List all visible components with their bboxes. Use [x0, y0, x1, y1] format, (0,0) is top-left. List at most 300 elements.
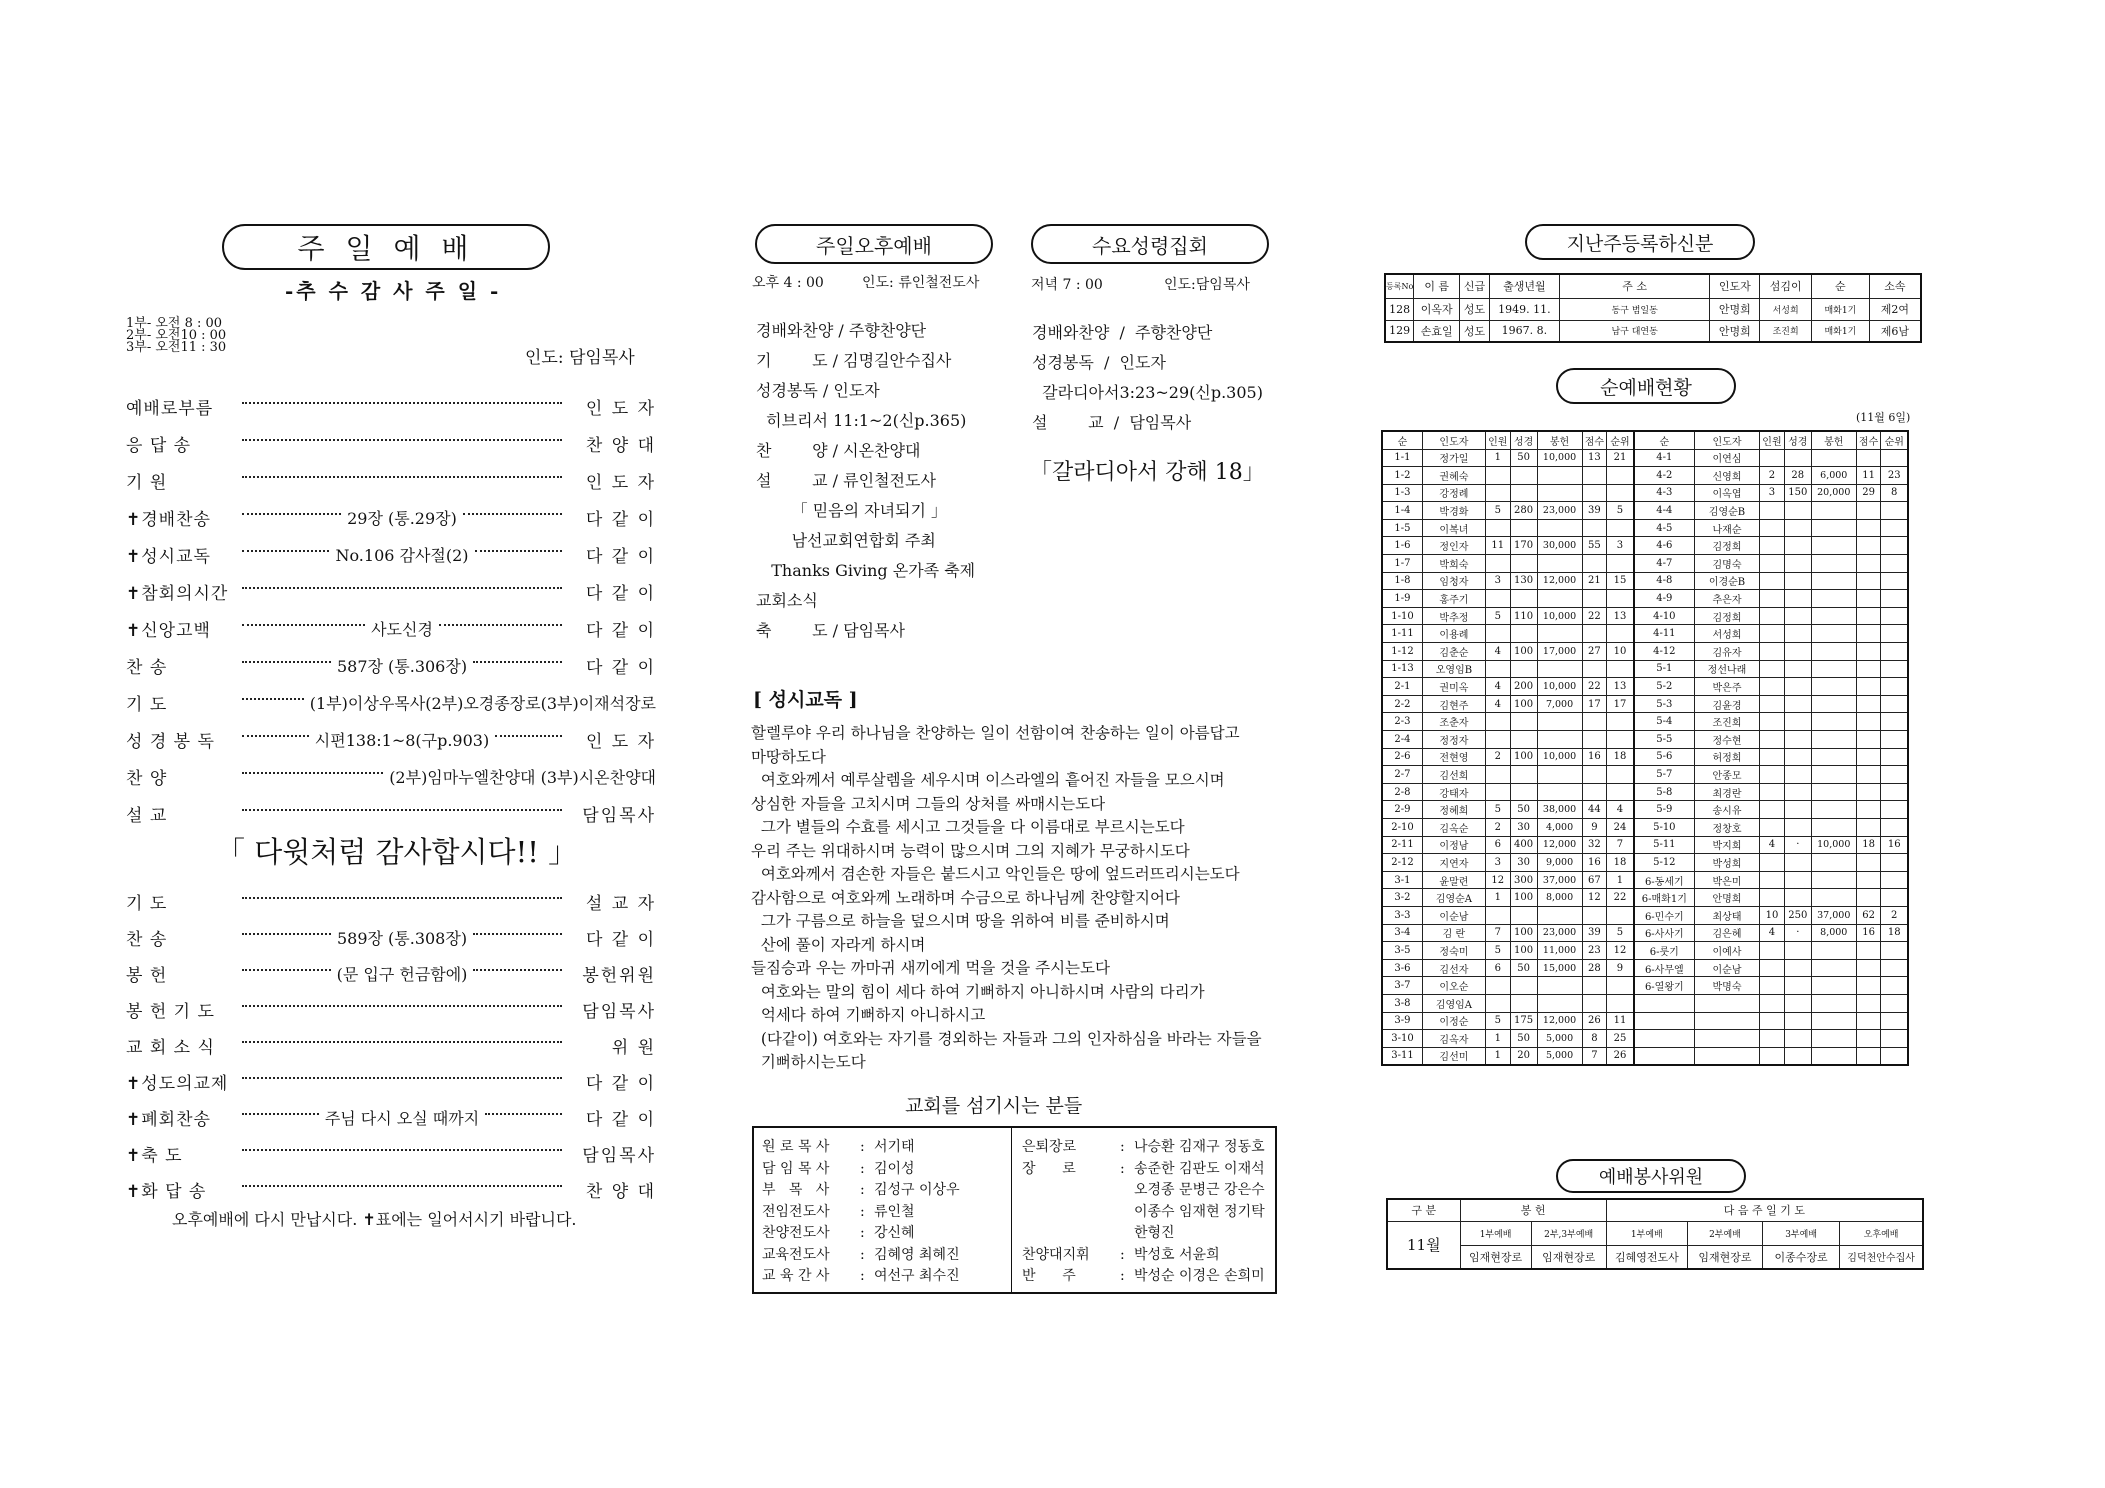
attendance-cell: 67 [1582, 871, 1607, 889]
attendance-cell: 1-8 [1382, 572, 1422, 590]
staff-row [1022, 1222, 1175, 1242]
attendance-cell [1760, 959, 1785, 977]
attendance-cell [1582, 766, 1607, 784]
newcomer-cell: 서성희 [1760, 298, 1812, 320]
attendance-cell [1784, 555, 1811, 573]
attendance-cell: 10,000 [1537, 449, 1582, 467]
program-line: 감사함으로 여호와께 노래하며 수금으로 하나님께 찬양할지어다 [751, 888, 1180, 907]
staff-role: 은퇴장로 [1022, 1139, 1077, 1155]
attendance-cell: 5 [1485, 942, 1510, 960]
staff-row [1022, 1136, 1265, 1156]
staff-row [1022, 1158, 1265, 1178]
attendance-row [1382, 889, 1908, 907]
attendance-cell [1881, 643, 1908, 661]
newcomer-cell: 손효일 [1414, 320, 1460, 342]
attendance-cell: 280 [1510, 502, 1537, 520]
leader-dots [242, 476, 562, 478]
attendance-cell [1607, 906, 1634, 924]
attendance-cell [1510, 590, 1537, 608]
leader-dots [242, 897, 562, 899]
newcomer-table [1384, 273, 1922, 343]
attendance-header: 인원 [1760, 431, 1785, 449]
attendance-cell [1607, 555, 1634, 573]
attendance-row [1382, 959, 1908, 977]
attendance-cell: 5-7 [1634, 766, 1695, 784]
attendance-cell [1510, 660, 1537, 678]
attendance-cell [1856, 449, 1881, 467]
attendance-cell: 4-2 [1634, 467, 1695, 485]
attendance-title: 순예배현황 [1600, 376, 1692, 399]
program-line: 경배와찬양 / 주향찬양단 [1032, 323, 1213, 342]
order-row [126, 394, 656, 419]
attendance-cell [1510, 977, 1537, 995]
attendance-cell: 3-10 [1382, 1030, 1422, 1048]
attendance-cell: 39 [1582, 502, 1607, 520]
leader-dots [242, 1113, 319, 1115]
attendance-cell [1811, 1030, 1856, 1048]
attendance-header: 순위 [1881, 431, 1908, 449]
attendance-cell: 4 [1485, 695, 1510, 713]
attendance-cell [1607, 590, 1634, 608]
attendance-cell [1881, 871, 1908, 889]
attendance-row [1382, 731, 1908, 749]
attendance-cell [1881, 572, 1908, 590]
newcomer-cell: 안명희 [1710, 298, 1760, 320]
attendance-cell [1760, 660, 1785, 678]
leader-dots [242, 587, 562, 589]
attendance-cell: 지연자 [1422, 854, 1485, 872]
attendance-cell [1537, 555, 1582, 573]
leader-dots [242, 513, 341, 515]
footer-note: 오후예배에 다시 만납시다. ✝표에는 일어서시기 바랍니다. [172, 1210, 577, 1229]
leader-dots [475, 550, 562, 552]
attendance-cell [1811, 660, 1856, 678]
attendance-cell [1634, 994, 1695, 1012]
attendance-cell: 1-12 [1382, 643, 1422, 661]
attendance-cell [1784, 818, 1811, 836]
vol-header: 다 음 주 일 기 도 [1606, 1199, 1923, 1221]
attendance-cell: 18 [1856, 836, 1881, 854]
staff-row [762, 1158, 915, 1178]
attendance-cell: 5 [1485, 801, 1510, 819]
leader-dots [242, 624, 365, 626]
attendance-cell [1582, 977, 1607, 995]
newcomer-header: 출생년월 [1490, 274, 1560, 298]
attendance-cell [1510, 731, 1537, 749]
attendance-cell [1607, 977, 1634, 995]
attendance-cell: 400 [1510, 836, 1537, 854]
worship-title: 주 일 예 배 [297, 232, 475, 265]
attendance-cell [1784, 748, 1811, 766]
staff-row [762, 1265, 960, 1285]
attendance-cell: 4,000 [1537, 818, 1582, 836]
attendance-cell [1760, 854, 1785, 872]
attendance-cell [1537, 713, 1582, 731]
newcomer-title: 지난주등록하신분 [1566, 232, 1714, 255]
attendance-cell [1856, 555, 1881, 573]
attendance-row [1382, 502, 1908, 520]
order-label: ✝참회의시간 [126, 584, 229, 604]
attendance-cell: 10 [1607, 643, 1634, 661]
attendance-cell: 오영임B [1422, 660, 1485, 678]
order-person: 인 도 자 [585, 473, 656, 493]
attendance-cell [1582, 906, 1607, 924]
attendance-cell [1485, 713, 1510, 731]
attendance-cell: 30,000 [1537, 537, 1582, 555]
order-label: ✝성도의교제 [126, 1074, 229, 1094]
program-line: 들짐승과 우는 까마귀 새끼에게 먹을 것을 주시는도다 [751, 959, 1110, 977]
staff-row [762, 1179, 960, 1199]
attendance-cell: 37,000 [1811, 906, 1856, 924]
attendance-cell: 1-2 [1382, 467, 1422, 485]
attendance-cell: 5-11 [1634, 836, 1695, 854]
attendance-row [1382, 678, 1908, 696]
attendance-cell: 김선희 [1422, 766, 1485, 784]
attendance-cell: 20,000 [1811, 484, 1856, 502]
attendance-cell [1485, 590, 1510, 608]
attendance-cell: 3-7 [1382, 977, 1422, 995]
attendance-cell: 100 [1510, 924, 1537, 942]
vol-cell: 임재현장로 [1460, 1245, 1531, 1269]
staff-role: 담 임 목 사 [762, 1160, 830, 1177]
attendance-cell: 2-10 [1382, 818, 1422, 836]
attendance-cell: 김정희 [1694, 537, 1759, 555]
attendance-row [1382, 818, 1908, 836]
attendance-cell [1760, 766, 1785, 784]
vol-subheader: 2부예배 [1687, 1221, 1762, 1245]
attendance-cell: 5 [1607, 924, 1634, 942]
wednesday-leader: 인도:담임목사 [1164, 277, 1250, 293]
order-label: 찬 송 [126, 658, 168, 678]
attendance-cell: 5-3 [1634, 695, 1695, 713]
attendance-cell: 23,000 [1537, 924, 1582, 942]
attendance-cell: 3-3 [1382, 906, 1422, 924]
order-person: 다 같 이 [585, 658, 657, 678]
attendance-cell [1881, 502, 1908, 520]
order-row [126, 542, 656, 567]
attendance-cell: 김 란 [1422, 924, 1485, 942]
staff-colon: : [1120, 1160, 1125, 1177]
attendance-cell: 정가일 [1422, 449, 1485, 467]
leader-dots [463, 513, 562, 515]
attendance-cell [1856, 1047, 1881, 1065]
newcomer-title-box [1525, 224, 1755, 260]
attendance-cell: 정혜희 [1422, 801, 1485, 819]
attendance-cell [1510, 783, 1537, 801]
attendance-cell: 5-6 [1634, 748, 1695, 766]
afternoon-leader: 인도: 류인철전도사 [862, 275, 980, 291]
attendance-header: 인도자 [1422, 431, 1485, 449]
attendance-cell [1881, 695, 1908, 713]
attendance-cell: 175 [1510, 1012, 1537, 1030]
attendance-cell: 20 [1510, 1047, 1537, 1065]
attendance-cell: 13 [1607, 678, 1634, 696]
attendance-cell [1582, 467, 1607, 485]
attendance-cell [1537, 467, 1582, 485]
attendance-cell [1784, 959, 1811, 977]
attendance-cell [1760, 1030, 1785, 1048]
attendance-cell: 2 [1760, 467, 1785, 485]
staff-row [762, 1244, 960, 1264]
attendance-cell: 4 [1485, 678, 1510, 696]
attendance-cell: 15,000 [1537, 959, 1582, 977]
attendance-cell [1537, 783, 1582, 801]
attendance-cell: 16 [1856, 924, 1881, 942]
attendance-cell: 4-7 [1634, 555, 1695, 573]
attendance-cell: · [1784, 924, 1811, 942]
attendance-cell [1811, 854, 1856, 872]
attendance-cell: 4 [1485, 643, 1510, 661]
attendance-cell [1485, 977, 1510, 995]
attendance-row [1382, 695, 1908, 713]
attendance-cell [1856, 959, 1881, 977]
attendance-cell [1784, 537, 1811, 555]
attendance-cell: 1-4 [1382, 502, 1422, 520]
attendance-cell [1856, 889, 1881, 907]
leader-dots [473, 969, 562, 971]
attendance-cell: 김영순A [1422, 889, 1485, 907]
order-person: 인 도 자 [585, 732, 657, 752]
order-label: 찬 송 [126, 930, 168, 950]
attendance-row [1382, 519, 1908, 537]
order-row [126, 616, 656, 641]
attendance-cell [1784, 1030, 1811, 1048]
newcomer-cell: 제6남 [1869, 320, 1921, 342]
attendance-cell: 50 [1510, 449, 1537, 467]
attendance-cell [1607, 994, 1634, 1012]
attendance-cell: 정선나래 [1694, 660, 1759, 678]
attendance-cell [1856, 783, 1881, 801]
order-label: 기 도 [126, 695, 168, 715]
attendance-cell: 강태자 [1422, 783, 1485, 801]
program-line: 우리 주는 위대하시며 능력이 많으시며 그의 지혜가 무궁하시도다 [751, 841, 1190, 860]
attendance-cell: 7 [1607, 836, 1634, 854]
newcomer-cell: 매화1기 [1812, 298, 1870, 320]
attendance-cell: 김선미 [1422, 1047, 1485, 1065]
leader-dots [242, 969, 331, 971]
attendance-cell: 김영순B [1694, 502, 1759, 520]
attendance-cell: 11,000 [1537, 942, 1582, 960]
vol-header: 봉 헌 [1460, 1199, 1606, 1221]
attendance-cell [1510, 713, 1537, 731]
attendance-cell [1784, 994, 1811, 1012]
attendance-cell: 조진희 [1694, 713, 1759, 731]
attendance-cell [1485, 484, 1510, 502]
attendance-cell [1760, 1047, 1785, 1065]
attendance-cell: 2-1 [1382, 678, 1422, 696]
program-line: 설 교 / 류인철전도사 [756, 471, 936, 490]
newcomer-header: 신급 [1460, 274, 1490, 298]
attendance-row [1382, 783, 1908, 801]
attendance-cell [1784, 660, 1811, 678]
attendance-cell: 1-9 [1382, 590, 1422, 608]
program-line: 기 도 / 김명길안수집사 [756, 351, 952, 370]
attendance-cell: 100 [1510, 643, 1537, 661]
vol-cell: 임재현장로 [1531, 1245, 1606, 1269]
attendance-cell: 4-1 [1634, 449, 1695, 467]
attendance-cell: 2 [1485, 818, 1510, 836]
attendance-cell: 박성희 [1694, 854, 1759, 872]
program-line: 찬 양 / 시온찬양대 [756, 441, 921, 460]
staff-role: 반 주 [1022, 1268, 1076, 1284]
attendance-row [1382, 942, 1908, 960]
leader-dots [242, 550, 329, 552]
attendance-cell: 김유자 [1694, 643, 1759, 661]
attendance-cell: 이예사 [1694, 942, 1759, 960]
attendance-cell [1485, 994, 1510, 1012]
attendance-cell: 50 [1510, 801, 1537, 819]
attendance-cell: 추은자 [1694, 590, 1759, 608]
attendance-cell [1856, 871, 1881, 889]
attendance-cell: 5 [1485, 502, 1510, 520]
order-person: 다 같 이 [585, 1074, 656, 1094]
attendance-cell: 30 [1510, 818, 1537, 836]
attendance-cell: 6-민수기 [1634, 906, 1695, 924]
program-line: 설 교 / 담임목사 [1032, 413, 1192, 432]
attendance-cell [1760, 502, 1785, 520]
attendance-cell: 3-2 [1382, 889, 1422, 907]
attendance-cell: 3 [1485, 854, 1510, 872]
leader-dots [242, 439, 562, 441]
attendance-row [1382, 906, 1908, 924]
worship-title-box [222, 224, 550, 270]
attendance-cell [1856, 695, 1881, 713]
attendance-cell: 10 [1760, 906, 1785, 924]
attendance-cell: 김정희 [1694, 607, 1759, 625]
attendance-cell: 1 [1485, 889, 1510, 907]
attendance-cell: 23 [1582, 942, 1607, 960]
attendance-cell: 16 [1881, 836, 1908, 854]
program-line: 성경봉독 / 인도자 [1032, 353, 1166, 372]
attendance-cell [1510, 906, 1537, 924]
leader-dots [473, 933, 562, 935]
order-person: 다 같 이 [585, 1110, 656, 1130]
attendance-row [1382, 1047, 1908, 1065]
order-detail: 587장 (통.306장) [336, 657, 468, 676]
attendance-cell [1881, 1047, 1908, 1065]
attendance-cell: 5-5 [1634, 731, 1695, 749]
attendance-cell: 38,000 [1537, 801, 1582, 819]
attendance-cell: 9 [1607, 959, 1634, 977]
leader-dots [242, 1041, 562, 1043]
newcomer-cell: 이옥자 [1414, 298, 1460, 320]
attendance-cell [1607, 766, 1634, 784]
attendance-cell [1582, 625, 1607, 643]
attendance-cell [1881, 942, 1908, 960]
order-person: 다 같 이 [585, 930, 657, 950]
attendance-cell: 김옥순 [1422, 818, 1485, 836]
newcomer-cell: 128 [1385, 298, 1414, 320]
attendance-cell: 3-1 [1382, 871, 1422, 889]
attendance-cell [1510, 519, 1537, 537]
attendance-cell [1485, 731, 1510, 749]
attendance-cell [1856, 678, 1881, 696]
attendance-row [1382, 994, 1908, 1012]
program-line: 기뻐하시는도다 [751, 1053, 866, 1071]
order-row [126, 505, 656, 530]
attendance-cell: 3-4 [1382, 924, 1422, 942]
leader-dots [242, 1077, 562, 1079]
attendance-title-box [1556, 368, 1736, 404]
attendance-cell: 1-6 [1382, 537, 1422, 555]
attendance-row [1382, 449, 1908, 467]
attendance-cell [1856, 977, 1881, 995]
order-label: ✝폐회찬송 [126, 1110, 211, 1130]
leader-dots [242, 402, 562, 404]
attendance-cell: 2-2 [1382, 695, 1422, 713]
vol-subheader: 2부,3부예배 [1531, 1221, 1606, 1245]
attendance-cell: 3 [1485, 572, 1510, 590]
leader-dots [439, 624, 562, 626]
staff-role: 교 육 간 사 [762, 1268, 830, 1284]
attendance-cell [1760, 449, 1785, 467]
attendance-cell: 110 [1510, 607, 1537, 625]
attendance-cell [1510, 766, 1537, 784]
program-line: 그가 구름으로 하늘을 덮으시며 땅을 위하여 비를 준비하시며 [751, 912, 1170, 930]
attendance-cell: 안종모 [1694, 766, 1759, 784]
attendance-cell [1856, 537, 1881, 555]
order-row [126, 579, 656, 604]
volunteers-title-box [1556, 1159, 1746, 1193]
attendance-cell: 100 [1510, 942, 1537, 960]
program-line: 「 믿음의 자녀되기 」 [756, 501, 948, 520]
attendance-cell [1510, 484, 1537, 502]
attendance-cell [1811, 590, 1856, 608]
attendance-cell [1811, 871, 1856, 889]
attendance-cell [1856, 801, 1881, 819]
order-row [126, 431, 656, 456]
attendance-cell: 11 [1856, 467, 1881, 485]
attendance-cell: 서성희 [1694, 625, 1759, 643]
attendance-cell [1856, 731, 1881, 749]
attendance-cell [1811, 959, 1856, 977]
newcomer-cell: 1949. 11. [1490, 298, 1560, 320]
staff-role: 부 목 사 [762, 1182, 830, 1198]
attendance-cell [1510, 625, 1537, 643]
time-line: 3부- 오전11 : 30 [126, 340, 227, 355]
vol-header: 구 분 [1387, 1199, 1460, 1221]
attendance-cell: 2-7 [1382, 766, 1422, 784]
attendance-cell [1856, 854, 1881, 872]
attendance-cell [1856, 766, 1881, 784]
attendance-cell: 이용례 [1422, 625, 1485, 643]
attendance-cell: 윤말련 [1422, 871, 1485, 889]
attendance-cell: 50 [1510, 1030, 1537, 1048]
attendance-cell: 16 [1582, 854, 1607, 872]
attendance-cell [1881, 1030, 1908, 1048]
attendance-cell [1537, 625, 1582, 643]
attendance-cell: 임청자 [1422, 572, 1485, 590]
attendance-cell [1881, 625, 1908, 643]
attendance-cell: 송시유 [1694, 801, 1759, 819]
attendance-cell [1881, 889, 1908, 907]
leader-label: 인도: 담임목사 [525, 348, 635, 368]
attendance-cell: 25 [1607, 1030, 1634, 1048]
staff-role: 교육전도사 [762, 1246, 830, 1263]
staff-role: 찬양전도사 [762, 1225, 830, 1241]
attendance-cell: 27 [1582, 643, 1607, 661]
order-label: 성 경 봉 독 [126, 732, 215, 752]
order-detail: 사도신경 [371, 620, 433, 639]
attendance-cell [1811, 449, 1856, 467]
attendance-cell: 5-1 [1634, 660, 1695, 678]
newcomer-row [1385, 320, 1921, 342]
worship-subtitle: -추 수 감 사 주 일 - [285, 279, 502, 303]
attendance-cell: 신영희 [1694, 467, 1759, 485]
attendance-cell [1760, 748, 1785, 766]
attendance-cell [1811, 643, 1856, 661]
attendance-cell: 1-7 [1382, 555, 1422, 573]
